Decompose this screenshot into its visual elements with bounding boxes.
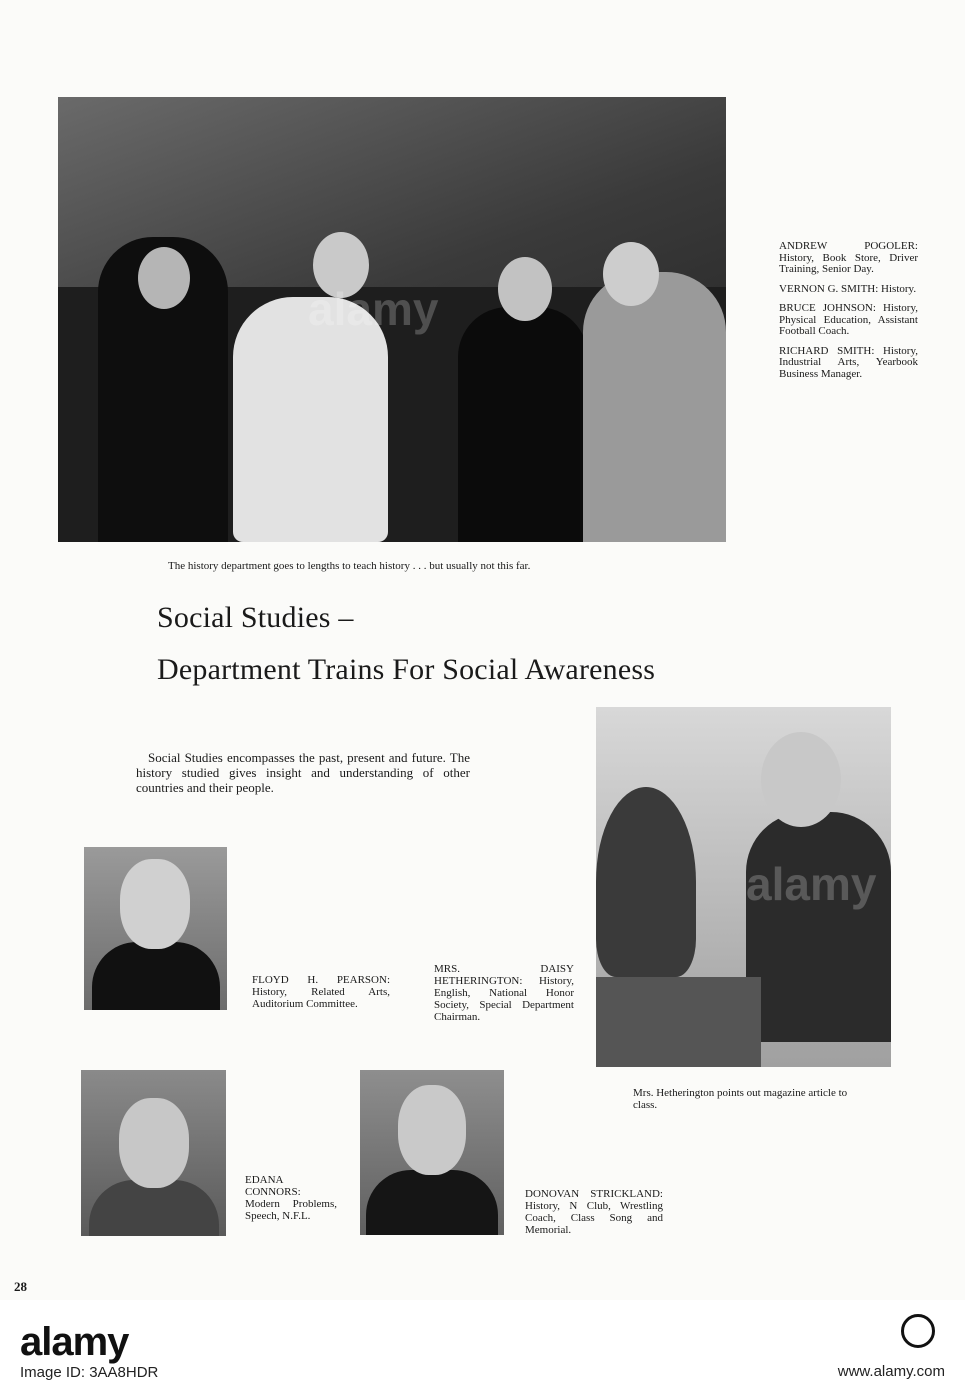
pearson-caption: FLOYD H. PEARSON: History, Related Arts, Auditorium Committee. xyxy=(252,974,390,1010)
hetherington-classroom-photo xyxy=(596,707,891,1067)
group-photo-caption: The history department goes to lengths to teach history . . . but usually not this far. xyxy=(168,560,531,572)
staff-entry-richard-smith: RICHARD SMITH: History, Industrial Arts, Yearbook Business Manager. xyxy=(779,344,918,380)
watermark: alamy xyxy=(308,283,439,335)
intro-paragraph: Social Studies encompasses the past, present and future. The history studied gives insight and understanding of other countries and their people. xyxy=(136,750,470,795)
connors-caption: EDANA CONNORS: Modern Problems, Speech, N.F.L. xyxy=(245,1174,337,1222)
person-1-face xyxy=(138,247,190,309)
side-photo-caption: Mrs. Hetherington points out magazine article to class. xyxy=(633,1087,848,1111)
heading-line-1: Social Studies – xyxy=(157,601,354,634)
site-url: www.alamy.com xyxy=(837,1363,945,1380)
stock-footer xyxy=(0,1300,965,1390)
brand-mark-icon xyxy=(901,1314,935,1348)
person-4-coat xyxy=(583,272,726,542)
plant xyxy=(596,787,696,977)
portrait-shoulders xyxy=(89,1180,219,1236)
pearson-portrait xyxy=(84,847,227,1010)
hetherington-caption: MRS. DAISY HETHERINGTON: History, English, National Honor Society, Special Department Chairman. xyxy=(434,963,574,1023)
history-department-group-photo xyxy=(58,97,726,542)
strickland-portrait xyxy=(360,1070,504,1235)
teacher-body xyxy=(746,812,891,1042)
top-staff-list xyxy=(779,241,918,388)
image-id: Image ID: 3AA8HDR xyxy=(20,1364,159,1381)
connors-portrait xyxy=(81,1070,226,1236)
portrait-face xyxy=(119,1098,189,1188)
staff-entry-johnson: BRUCE JOHNSON: History, Physical Education, Assistant Football Coach. xyxy=(779,302,918,337)
portrait-shoulders xyxy=(92,942,220,1010)
person-3-face xyxy=(498,257,552,321)
strickland-caption: DONOVAN STRICKLAND: History, N Club, Wrestling Coach, Class Song and Memorial. xyxy=(525,1188,663,1236)
teacher-face xyxy=(761,732,841,827)
person-3-silhouette xyxy=(458,307,588,542)
page-number: 28 xyxy=(14,1279,27,1294)
portrait-face xyxy=(120,859,190,949)
portrait-shoulders xyxy=(366,1170,498,1235)
staff-entry-vernon-smith: VERNON G. SMITH: History. xyxy=(779,282,917,295)
magazine-rack xyxy=(596,977,761,1067)
person-4-face xyxy=(603,242,659,306)
heading-line-2: Department Trains For Social Awareness xyxy=(157,653,656,686)
watermark: alamy xyxy=(746,858,877,910)
brand-logo: alamy xyxy=(20,1320,129,1364)
portrait-face xyxy=(398,1085,466,1175)
staff-entry-pogoler: ANDREW POGOLER: History, Book Store, Driver Training, Senior Day. xyxy=(779,240,918,275)
